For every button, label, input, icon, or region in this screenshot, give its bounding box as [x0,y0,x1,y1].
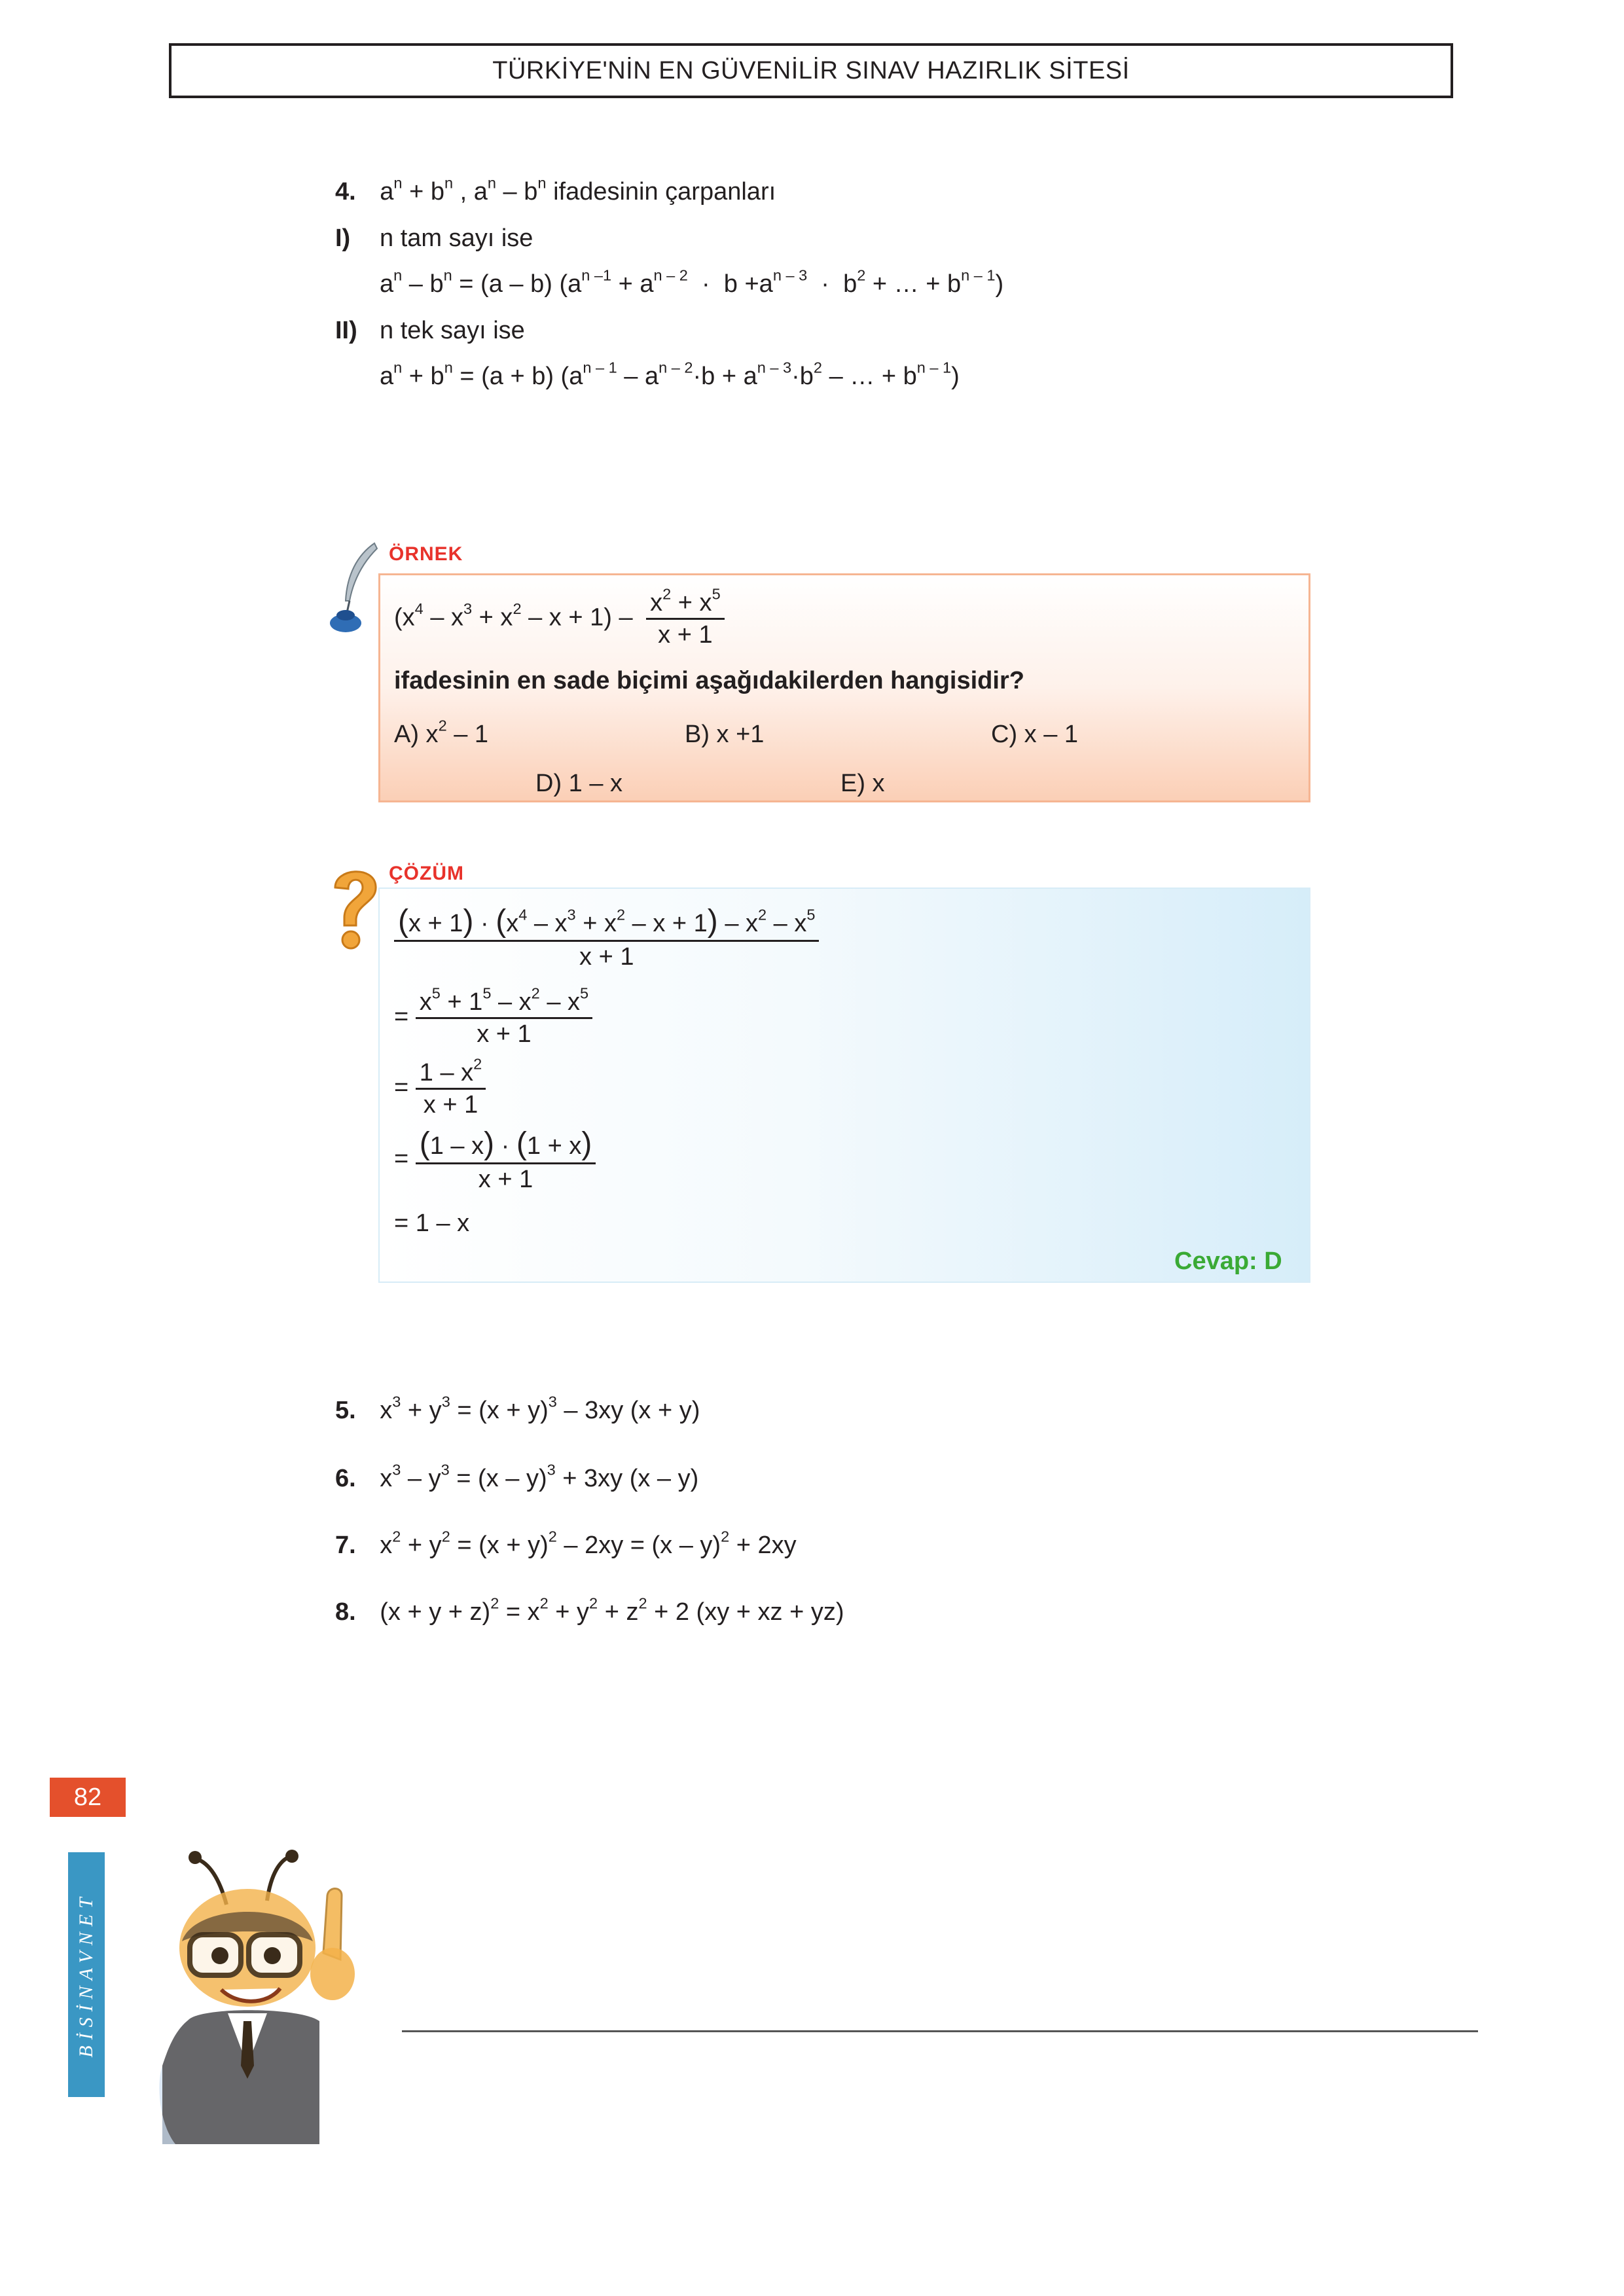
item-number: 4. [335,178,356,206]
formula-sum-of-odd-powers: $a^n + b^n = (a + b)$ ($a^{n - 1} - a^{n - 2}\cdot b + a^{n - 3}\cdot b^2$ – … + $b^{n - 1}$) [380,359,960,390]
example-question: ifadesinin en sade biçimi aşağıdakilerden hangisidir? [394,667,1024,694]
page-header [169,43,1453,98]
identity-6: 6. $x^3 - y^3 = (x - y)^3 + 3xy$ (x – y) [335,1461,699,1492]
case-label: II) [335,317,357,344]
identity-5: 5. $x^3 + y^3 = (x + y)^3 - 3xy$ (x + y) [335,1393,700,1424]
case-text: n tam sayı ise [380,224,533,252]
page-number: 82 [73,1783,102,1811]
solution-step-2: = $\frac{x^5 + 1^5 - x^2 - x^5}{x + 1}$ [394,990,592,1047]
solution-title: ÇÖZÜM [389,863,464,884]
page-number-badge [50,1778,126,1817]
option-b: B) x +1 [685,721,765,748]
identity-7: 7. $x^2 + y^2 = (x + y)^2 - 2xy = (x - y)^2 + 2xy$ [335,1528,797,1559]
solution-step-1: $\frac{(x + 1) \cdot (x^4 - x^3 + x^2 - x + 1) - x^2 - x^5}{x + 1}$ [394,906,819,969]
example-expression: $(x^4 - x^3 + x^2 - x + 1)$ – $\frac{x^2 + x^5}{x + 1}$ [394,590,725,647]
case-text: n tek sayı ise [380,317,525,344]
identity-8: 8. $(x + y + z)^2 = x^2 + y^2 + z^2 + 2$ (xy + xz + yz) [335,1594,844,1626]
item-4-case-1 [335,224,533,252]
option-d: D) 1 – x [535,770,623,797]
bee-mascot-illustration [156,1850,369,2144]
item-4-case-2 [335,317,525,344]
brand-text: BİSİNAVNET [75,1892,97,2058]
footer-divider [402,2030,1478,2032]
option-c: C) x – 1 [991,721,1079,748]
case-label: I) [335,224,351,252]
question-mark-icon [323,863,386,953]
formula-difference-of-powers: $a^n - b^n = (a - b) (a^{n -1} + a^{n - 2} \cdot b +a^{n - 3} \cdot b^2$ + … + $b^{n - 1}$) [380,266,1004,298]
solution-result: = 1 – x [394,1210,470,1237]
quill-inkwell-icon [323,541,382,634]
option-e: E) x [840,770,885,797]
brand-side-bar [68,1852,105,2097]
option-a: A) $x^2 - 1$ [394,717,489,748]
solution-step-3: = $\frac{1 - x^2}{x + 1}$ [394,1060,486,1117]
solution-step-4: = $\frac{(1 - x) \cdot (1 + x)}{x + 1}$ [394,1128,596,1192]
item-4-intro-text: ifadesinin çarpanları [553,178,776,206]
item-4-intro: 4. $a^n + b^n$ , $a^n - b^n$ ifadesinin çarpanları [335,174,776,206]
header-title: TÜRKİYE'NİN EN GÜVENİLİR SINAV HAZIRLIK SİTESİ [492,56,1130,84]
answer-label: Cevap: D [1174,1247,1282,1275]
example-title: ÖRNEK [389,543,463,565]
